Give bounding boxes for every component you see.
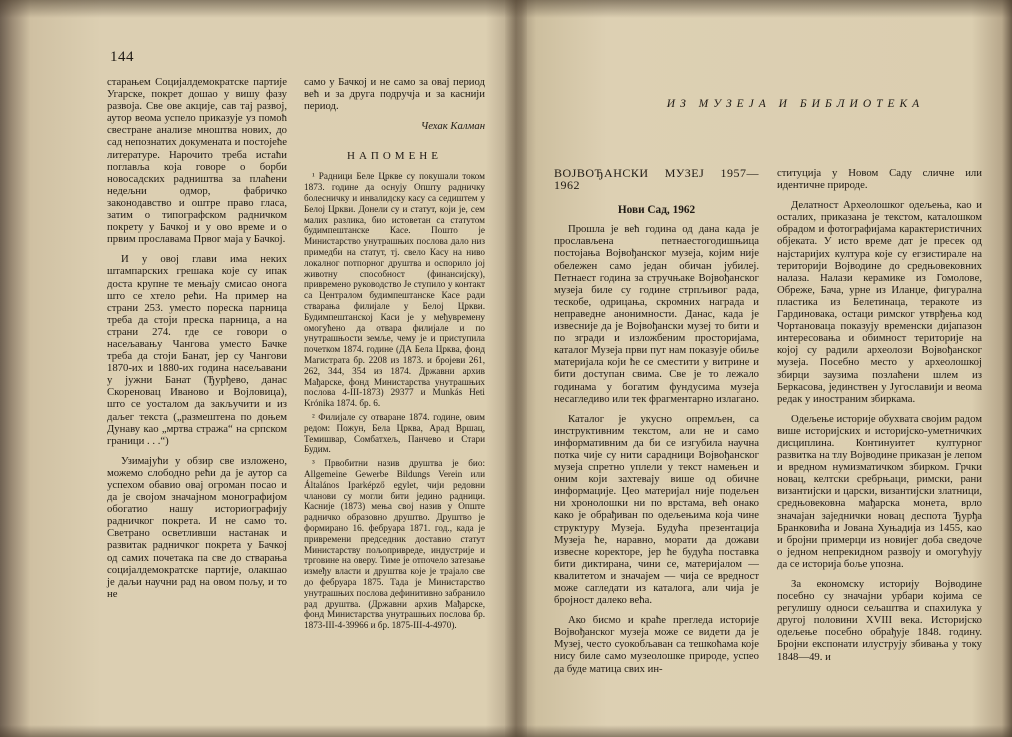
paragraph: За економску историју Војводине посебно су значајни урбари којима се регулишу односи сељаштва и спахилука у другој половини XVIII века. Историјско одељење посебно обрађује 1848. годину. Бројни експонати илуструју збивања у току 1848—49. и (777, 578, 982, 663)
left-column-a (107, 76, 287, 608)
paragraph: само у Бачкој и не само за овај период већ и за друга подручја и за каснији период. (304, 76, 485, 113)
paragraph: ституција у Новом Саду сличне или идентичне природе. (777, 167, 982, 192)
note-item: ¹ Радници Беле Цркве су покушали током 1873. године да оснују Општу радничку болесничку и инвалидску касу са седиштем у Белој Цркви. Донели су и статут, који је, сем малих разлика, био истоветан са статутом будимпештанске Касе. Пошто је Министарство унутрашњих послова дало низ примедби на статут, тј. свело Касу на ниво локалног потпорног друштва и оспорило јој животну способност (финансијску), привремено руководство Је ступило у контакт са Централом будимпештанске Касе ради стварања филијале у Белој Цркви. Будимпештанској Каси је у међувремену омогућено да отвара филијале и по унутрашњости земље, чему је и приступила почетком 1874. године (ДА Бела Црква, фонд Магистрата бр. 2208 из 1873. и бројеви 261, 262, 344, 354 из 1874. Државни архив Мађарске, фонд Министарства унутрашњих послова 4-III-1873) 29377 и Munkás Heti Krónika 1874. бр. 6. (304, 171, 485, 409)
paragraph: Каталог је укусно опремљен, са инструктивним текстом, али не и само информативним да би се изгубила научна потка чије су нити сарадници Војвођанског музеја спретно уплели у текст намењен и оним који захтевају више од обичне информације. Цео материјал није подељен ни хронолошки ни по врстама, већ онако како је обрађиван по одељењима која чине структуру Музеја. Будућа презентација Музеја ће, наравно, морати да дожави извесне коректоре, јер ће будућа поставка бити диктирана, чини се, материјалом — квалитетом и значајем — чија се вредност може сагледати из каталога, али чија је бројност далеко већа. (554, 412, 759, 607)
right-column-b (777, 167, 982, 671)
paragraph: Ако бисмо и краће прегледа историје Војвођанског музеја може се видети да је Музеј, често суокобљаван са тешкоћама које нису биле само музеолошке природе, успео да буде матица свих ин- (554, 614, 759, 675)
paragraph: Делатност Археолошког одељења, као и осталих, приказана је текстом, каталошком обрадом и фотографијама карактеристичних објеката. У исто време дат је пресек од најстаријих култура које су егзистирале на територији Војводине до средњовековних налаза. Налази керамике из Гомоловe, Обреже, Бача, урне из Иланџе, фигурална пластика из Белетинаца, теракоте из Гардиновака, остаци римског утврђења код Чортановаца показују временски дијапазон интересовања и обимност територије на којој су радили археолози Војвођанског музеја. Посебно место у археолошкој збирци заузима позлаћени шлем из Беркасова, јединствен у Југославији и веома редак у иностраним збиркама. (777, 199, 982, 405)
right-column-a (554, 167, 759, 683)
note-item: ³ Првобитни назив друштва је био: Allgemeine Gewerbe Bildungs Verein или Általános Iparképző egylet, чији редовни чланови су могли бити једино радници. Касније (1873) мења свој назив у Опште радничко образовно друштво. Друштво је формирано 16. фебруара 1871. год., када је привремени председник доставио статут Министарству пољопривреде, индустрије и трговине на оверу. Тиме је отпочело затезање између власти и друштва које је трајало све до фебруара 1875. Тада је Министарство унутрашњих послова дефинитивно забранило рад друштва. (Државни архив Мађарске, фонд Министарства унутрашњих послова бр. 1873-III-4-39966 и бр. 1875-III-4-4970). (304, 458, 485, 631)
section-heading: ИЗ МУЗЕЈА И БИБЛИОТЕКА (666, 98, 925, 110)
author-signature: Чехак Калман (420, 120, 485, 133)
paragraph: И у овој глави има неких штампарских грешака које су ипак доста крупне те мењају смисао онога што се хтело рећи. На пример на страни 253. уместо пореска парница треба да стоји преска парница, а на страни 274. где се говори о насељавању Чангова уместо Бачке треба да стоји Банат, јер су Чангови 1870-их и 1880-их година насељавани у јужни Банат (Ђурђево, данас Скореновац Иваново и Војловица), што се уосталом да закључити и из даљег текста („размештена по доњем Дунаву као „мртва стража“ на српском граници . . .“) (107, 253, 287, 447)
bottom-shadow (0, 725, 1012, 737)
article-title: ВОЈВОЂАНСКИ МУЗЕЈ 1957—1962 (554, 166, 759, 193)
note-item: ² Филијале су отваране 1874. године, овим редом: Пожун, Бела Црква, Арад Вршац, Темишвар, Сомбатхељ, Панчево и Стари Будим. (304, 412, 485, 455)
notes-title: НАПОМЕНЕ (347, 150, 442, 163)
notes-list (304, 171, 485, 630)
left-column-b (304, 76, 485, 634)
right-page (518, 0, 1012, 737)
paragraph: Прошла је већ година од дана када је прослављена петнаестогодишњица постојања Војвођанског музеја, којим није обележен само један обичан јубилеј. Петнаест година за стручњаке Војвођанског музеја биле су године стрпљивог рада, тескобе, одрицања, скромних награда и неправедне анонимности. Данас, када је извесније да је Војвођански музеј то бити и по згради и изложбеним просторијама, каталог Музеја први пут нам показује обиље материјала који ће се сместити у витрине и бити доступан свима. Све је то лежало годинама у богатим фундусима музеја несагледиво или тек фрагментарно излагано. (554, 223, 759, 405)
paragraph: Узимајући у обзир све изложено, можемо слободно рећи да је аутор са успехом обавио овај огроман посао и да је својом значајном монографијом обогатио нашу историографију радничког покрета. И не само то. Светрано осветливши настанак и развитак радничког покрета у Бачкој од самих почетака па све до стварања социјалдемократске партије, олакшао је даљи научни рад на овом пољу, и то не (107, 454, 287, 600)
article-place: Нови Сад, 1962 (617, 204, 696, 217)
paragraph: старањем Социјалдемократске партије Угарске, покрет дошао у вишу фазу развоја. Све ове акције, сав тај развој, аутор веома успело приказује уз помоћ свестране анализе мноштва нових, до сад непознатих докумената и постојеће литературе. Нарочито треба истаћи поглавља која говоре о борби новосадских радништва за плаћени недељни одмор, фабричко законодавство и оштре право гласа, затим о типографском радничком покрету у Бачкој и у ово време и о првим прославама Првог маја у Бачкој. (107, 76, 287, 246)
paragraph: Одељење историје обухвата својим радом више историјских и историјско-уметничких дисциплина. Континуитет културног развитка на тлу Војводине приказан је лепом и вредном нумизматичком збирком. Грчки новац, келтски сребрњаци, римски, рани византијски и царски, византијски златници, средњовековна мађарска монета, врло значајан заједнички новац деспота Ђурђа Бранковића и Јована Хуњадија из 1455, као и бројни примерци из новијег доба сведоче о једном непрекидном развоју и омогућују да се историја боље упозна. (777, 412, 982, 570)
page-number: 144 (110, 49, 134, 65)
